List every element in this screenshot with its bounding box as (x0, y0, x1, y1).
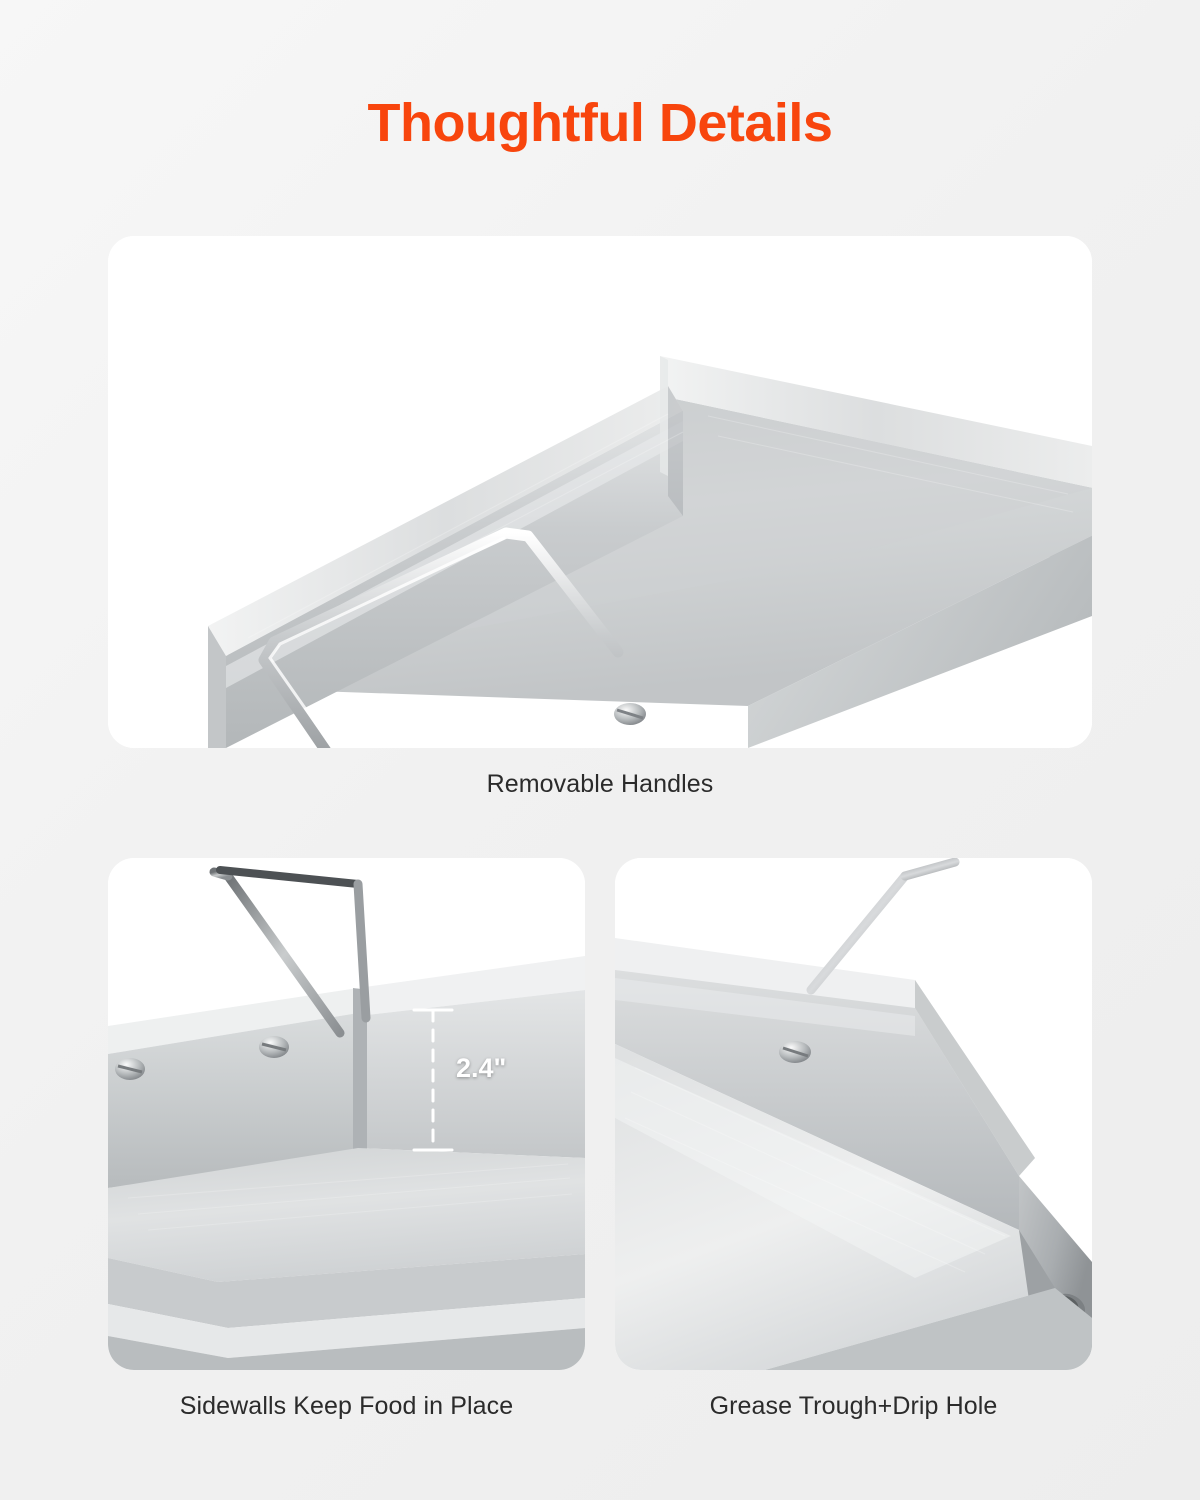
panel-grease-trough (615, 858, 1092, 1370)
panel-sidewalls (108, 858, 585, 1370)
caption-grease-trough: Grease Trough+Drip Hole (709, 1392, 998, 1420)
griddle-sidewall-photo (108, 858, 585, 1370)
caption-sidewalls: Sidewalls Keep Food in Place (179, 1392, 514, 1420)
page-title: Thoughtful Details (367, 93, 833, 153)
caption-removable-handles: Removable Handles (486, 770, 714, 798)
griddle-handle-photo (108, 236, 1092, 748)
dimension-label: 2.4" (456, 1053, 507, 1083)
griddle-grease-trough-photo (615, 858, 1092, 1370)
panel-removable-handles (108, 236, 1092, 748)
